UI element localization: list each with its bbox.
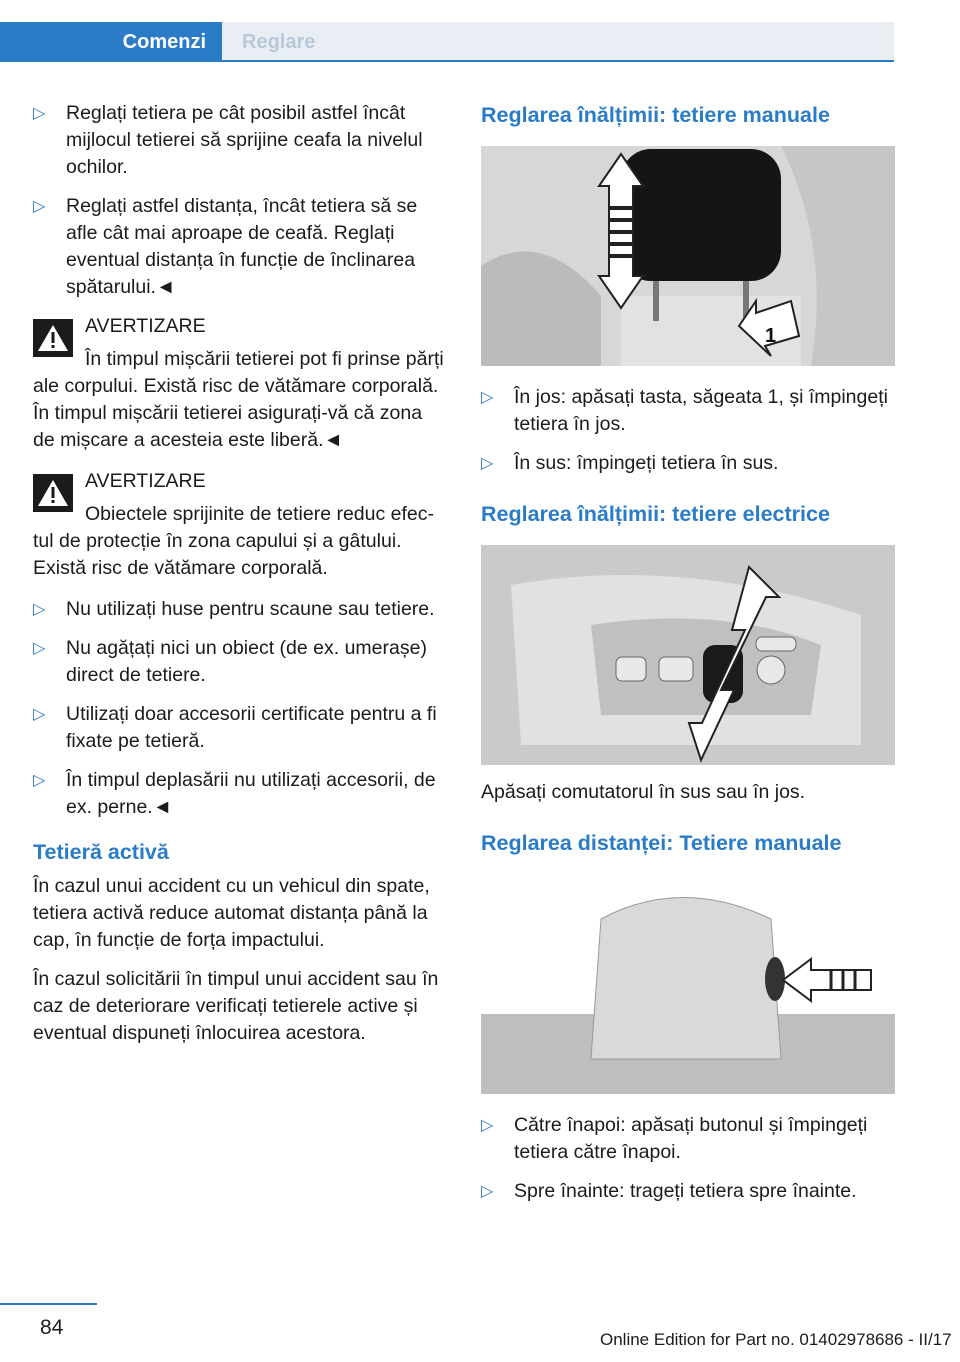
bullet-triangle-icon: ▷	[481, 1183, 494, 1200]
warning-text: În timpul mișcării tetierei pot fi prinse părți ale corpului. Există risc de vătămare corporală. În timpul mișcării tetierei asigurați-vă că zona de mișcare a acesteia este liberă.◄	[33, 348, 444, 451]
warning-block	[33, 468, 448, 582]
paragraph: Apăsați comutatorul în sus sau în jos.	[481, 781, 806, 803]
bullet-triangle-icon: ▷	[33, 105, 46, 122]
tab-reglare[interactable]: Reglare	[222, 22, 894, 62]
list-item: ▷ În sus: împingeți tetiera în sus.	[481, 450, 895, 477]
left-column	[33, 100, 448, 1059]
electric-seat-switch-photo	[481, 545, 895, 765]
warning-title: AVERTIZARE	[85, 315, 206, 337]
bullet-triangle-icon: ▷	[33, 772, 46, 789]
list-item: ▷ În jos: apăsați tasta, săgeata 1, și împingeți tetiera în jos.	[481, 386, 888, 435]
list-item: ▷ Nu agățați nici un obiect (de ex. umerașe) direct de tetiere.	[33, 637, 427, 686]
footer-text: Online Edition for Part no. 01402978686 - II/17	[600, 1330, 952, 1349]
bullet-triangle-icon: ▷	[33, 640, 46, 657]
list-item: ▷ Reglați tetiera pe cât posibil astfel încât mijlocul tetierei să sprijine ceafa la nivelul ochilor.	[33, 102, 423, 178]
list-item: ▷ Reglați astfel distanța, încât tetiera să se afle cât mai aproape de ceafă. Reglați eventual distanța în funcție de înclinarea spătarului.◄	[33, 195, 418, 298]
warning-triangle-icon	[33, 474, 73, 512]
section-heading: Reglarea înălțimii: tetiere manuale	[481, 103, 830, 127]
header-divider	[0, 60, 894, 62]
paragraph: În cazul solicitării în timpul unui accident sau în caz de deteriorare verificați tetierele active și eventual dispuneți înlocuirea acestora.	[33, 968, 439, 1044]
right-column	[481, 100, 895, 1217]
bullet-triangle-icon: ▷	[33, 198, 46, 215]
paragraph: În cazul unui accident cu un vehicul din spate, tetiera activă reduce automat distanța până la cap, în funcție de forța impactului.	[33, 875, 430, 951]
bullet-triangle-icon: ▷	[33, 601, 46, 618]
page-number: 84	[40, 1316, 64, 1339]
list-item: ▷ Utilizați doar accesorii certificate pentru a fi fixate pe tetieră.	[33, 703, 437, 752]
bullet-triangle-icon: ▷	[481, 455, 494, 472]
footer-divider	[0, 1303, 97, 1305]
bullet-triangle-icon: ▷	[33, 706, 46, 723]
bullet-triangle-icon: ▷	[481, 389, 494, 406]
section-heading: Reglarea distanței: Tetiere manuale	[481, 831, 842, 855]
headrest-distance-photo	[481, 884, 895, 1094]
list-item: ▷ În timpul deplasării nu utilizați accesorii, de ex. perne.◄	[33, 769, 436, 818]
list-item: ▷ Nu utilizați huse pentru scaune sau tetiere.	[33, 596, 448, 623]
tab-comenzi[interactable]: Comenzi	[0, 22, 222, 62]
warning-text: Obiectele sprijinite de tetiere reduc efectul de protecție în zona capului și a gâtului. Există risc de vătămare corporală.	[33, 503, 435, 579]
headrest-height-photo	[481, 146, 895, 366]
list-item: ▷ Către înapoi: apăsați butonul și împingeți tetiera către înapoi.	[481, 1114, 868, 1163]
bullet-triangle-icon: ▷	[481, 1117, 494, 1134]
arrow-label: 1	[765, 325, 777, 347]
header-tabs	[0, 0, 960, 62]
section-heading: Reglarea înălțimii: tetiere electrice	[481, 502, 830, 526]
warning-triangle-icon	[33, 319, 73, 357]
section-heading: Tetieră activă	[33, 840, 169, 864]
warning-block	[33, 313, 448, 454]
warning-title: AVERTIZARE	[85, 470, 206, 492]
list-item: ▷ Spre înainte: trageți tetiera spre înainte.	[481, 1178, 895, 1205]
